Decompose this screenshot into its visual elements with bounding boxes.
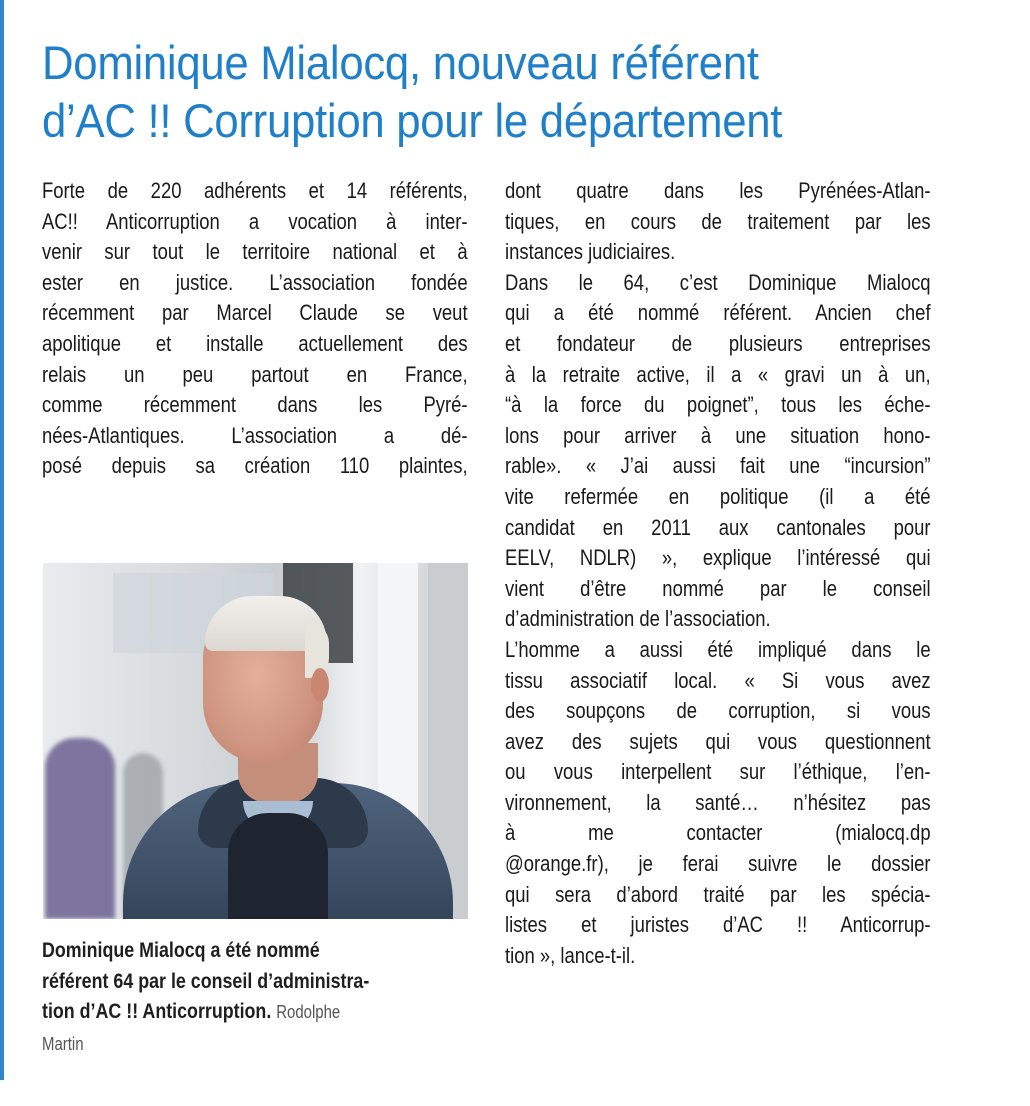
body-line: des soupçons de corruption, si vous [505,698,931,724]
body-line: “à la force du poignet”, tous les éche- [505,392,931,418]
body-line: qui a été nommé référent. Ancien chef [505,300,931,326]
body-line: @orange.fr), je ferai suivre le dossier [505,851,931,877]
left-accent-rule [0,0,4,1080]
photo-credit: Rodolphe [276,1002,341,1022]
photo-credit-continued: Martin [42,1033,84,1054]
body-line: AC!! Anticorruption a vocation à inter- [42,208,468,234]
body-line: tissu associatif local. « Si vous avez [505,667,931,693]
body-line: qui sera d’abord traité par les spécia- [505,881,931,907]
caption-line-3: tion d’AC !! Anticorruption. [42,999,272,1023]
body-line: instances judiciaires. [505,239,676,265]
body-line: nées-Atlantiques. L’association a dé- [42,422,468,448]
portrait-photo [43,563,468,919]
body-line: relais un peu partout en France, [42,361,468,387]
body-line: tiques, en cours de traitement par les [505,208,931,234]
body-line: à la retraite active, il a « gravi un à un, [505,361,931,387]
body-line: et fondateur de plusieurs entreprises [505,330,931,356]
body-line: Forte de 220 adhérents et 14 référents, [42,178,468,203]
photo-caption [42,935,482,1059]
body-line: ester en justice. L’association fondée [42,269,468,295]
headline-line-2: d’AC !! Corruption pour le département [42,94,783,147]
body-line: dont quatre dans les Pyrénées-Atlan- [505,178,931,203]
headline-line-1: Dominique Mialocq, nouveau référent [42,36,759,89]
body-line: rable». « J’ai aussi fait une “incursion” [505,453,931,479]
body-line: venir sur tout le territoire national et à [42,239,468,265]
body-line: tion », lance-t-il. [505,942,636,968]
body-line: EELV, NDLR) », explique l’intéressé qui [505,545,931,571]
caption-line-1: Dominique Mialocq a été nommé [42,938,320,962]
caption-line-2: référent 64 par le conseil d’administra- [42,968,370,993]
body-line: candidat en 2011 aux cantonales pour [505,514,931,540]
body-line: listes et juristes d’AC !! Anticorrup- [505,912,931,938]
body-line: récemment par Marcel Claude se veut [42,300,468,326]
body-line: vite refermée en politique (il a été [505,483,931,509]
body-line: comme récemment dans les Pyré- [42,392,468,418]
body-column-right [505,176,932,971]
body-line: lons pour arriver à une situation hono- [505,422,931,448]
body-line: avez des sujets qui vous questionnent [505,728,931,754]
body-line: Dans le 64, c’est Dominique Mialocq [505,269,931,295]
body-line: L’homme a aussi été impliqué dans le [505,636,931,662]
body-line: à me contacter (mialocq.dp [505,820,931,846]
body-line: vient d’être nommé par le conseil [505,575,931,601]
body-line: vironnement, la santé… n’hésitez pas [505,789,931,815]
headline [42,34,935,150]
body-line: apolitique et installe actuellement des [42,330,468,356]
body-line: posé depuis sa création 110 plaintes, [42,453,468,479]
body-column-left [42,176,468,482]
body-line: d’administration de l’association. [505,606,771,632]
body-line: ou vous interpellent sur l’éthique, l’en- [505,759,931,785]
